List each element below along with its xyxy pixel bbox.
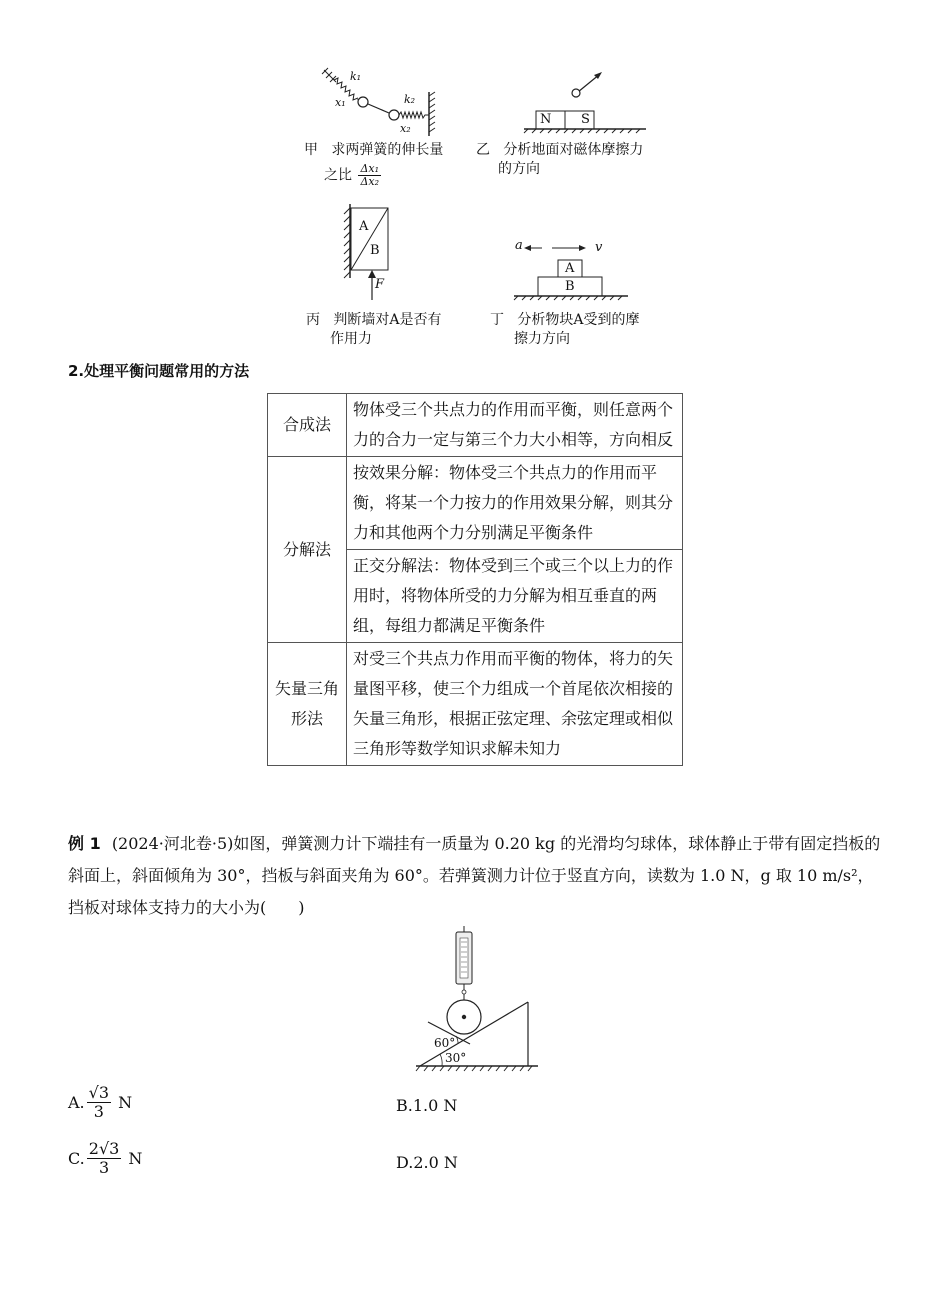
method-desc: 正交分解法：物体受到三个或三个以上力的作用时，将物体所受的力分解为相互垂直的两组，每组力都满足平衡条件 — [347, 550, 683, 643]
figure-bing-label: 丙 — [306, 312, 320, 328]
option-a-numerator: √3 — [88, 1083, 110, 1102]
section-title: 2.处理平衡问题常用的方法 — [68, 362, 250, 380]
option-a[interactable] — [68, 1084, 132, 1121]
option-c-unit: N — [128, 1149, 143, 1168]
table-row — [268, 394, 683, 457]
pole-n-label: N — [540, 112, 552, 127]
ding-block-b: B — [565, 279, 575, 294]
label-x2: x₂ — [400, 122, 411, 135]
figure-jia-caption-line2: 之比 — [324, 167, 352, 184]
example-figure — [412, 926, 542, 1072]
option-c-numerator: 2√3 — [88, 1139, 120, 1158]
figure-bing-diagram — [336, 200, 396, 304]
option-d[interactable]: D.2.0 N — [396, 1153, 458, 1172]
figure-bing-caption — [306, 310, 441, 330]
figure-ding-caption — [490, 310, 639, 330]
figure-yi-caption-2 — [498, 159, 540, 179]
ratio-numerator: Δx₁ — [360, 162, 380, 175]
figure-ding-caption-line1: 分析物块A受到的摩 — [517, 312, 640, 328]
ratio-denominator: Δx₂ — [360, 175, 380, 188]
table-row — [268, 643, 683, 766]
figure-yi-caption-line2: 的方向 — [498, 161, 540, 177]
label-x1: x₁ — [335, 96, 346, 109]
option-c-letter: C. — [68, 1149, 85, 1168]
bing-block-b: B — [370, 243, 380, 258]
figure-ding-caption-line2: 擦力方向 — [514, 331, 570, 347]
method-desc: 物体受三个共点力的作用而平衡，则任意两个力的合力一定与第三个力大小相等，方向相反 — [347, 394, 683, 457]
bing-force-f: F — [375, 277, 385, 292]
angle-30-label: 30° — [445, 1051, 467, 1065]
option-c-fraction — [87, 1140, 122, 1177]
label-k1: k₁ — [350, 70, 362, 83]
ding-block-a: A — [565, 261, 575, 276]
option-a-letter: A. — [68, 1093, 85, 1112]
figure-yi-caption-line1: 分析地面对磁体摩擦力 — [503, 142, 644, 158]
example-text: (2024·河北卷·5)如图，弹簧测力计下端挂有一质量为 0.20 kg 的光滑均匀球体，球体静止于带有固定挡板的斜面上，斜面倾角为 30°，挡板与斜面夹角为 60°。若弹簧测力计位于竖直方向，读数为 1.0 N，g 取 10 m/s²，挡板对球体支持力的大小为( ) — [68, 834, 881, 917]
option-a-denominator: 3 — [93, 1102, 104, 1121]
figure-yi-caption — [476, 140, 643, 160]
option-a-fraction — [87, 1084, 111, 1121]
pole-s-label: S — [581, 112, 590, 127]
ratio-fraction — [358, 163, 381, 188]
example-label: 例 1 — [68, 834, 101, 853]
method-name: 合成法 — [268, 394, 347, 457]
option-b[interactable]: B.1.0 N — [396, 1096, 458, 1115]
figure-bing-caption-line1: 判断墙对A是否有 — [333, 312, 442, 328]
ding-accel-a: a — [515, 238, 523, 253]
methods-table — [267, 393, 683, 766]
option-c-denominator: 3 — [98, 1158, 110, 1177]
figure-ding-label: 丁 — [490, 312, 504, 328]
angle-60-label: 60° — [434, 1036, 456, 1050]
figure-yi-label: 乙 — [476, 142, 490, 158]
figure-ding-caption-2 — [514, 329, 570, 349]
option-a-unit: N — [118, 1093, 133, 1112]
table-row — [268, 457, 683, 550]
figure-jia-caption — [304, 140, 443, 160]
figure-jia-caption-2 — [324, 163, 383, 188]
ding-vel-v: v — [595, 240, 603, 255]
figure-jia-label: 甲 — [304, 142, 318, 158]
method-desc: 按效果分解：物体受三个共点力的作用而平衡，将某一个力按力的作用效果分解，则其分力和其他两个力分别满足平衡条件 — [347, 457, 683, 550]
example-problem — [68, 828, 888, 924]
method-name: 分解法 — [268, 457, 347, 643]
figure-bing-caption-line2: 作用力 — [330, 331, 372, 347]
label-k2: k₂ — [404, 93, 416, 106]
method-name: 矢量三角形法 — [268, 643, 347, 766]
bing-block-a: A — [359, 219, 369, 234]
figure-bing-caption-2 — [330, 329, 372, 349]
method-desc: 对受三个共点力作用而平衡的物体，将力的矢量图平移，使三个力组成一个首尾依次相接的矢量三角形，根据正弦定理、余弦定理或相似三角形等数学知识求解未知力 — [347, 643, 683, 766]
option-c[interactable] — [68, 1140, 142, 1177]
figure-jia-caption-line1: 求两弹簧的伸长量 — [331, 142, 444, 158]
